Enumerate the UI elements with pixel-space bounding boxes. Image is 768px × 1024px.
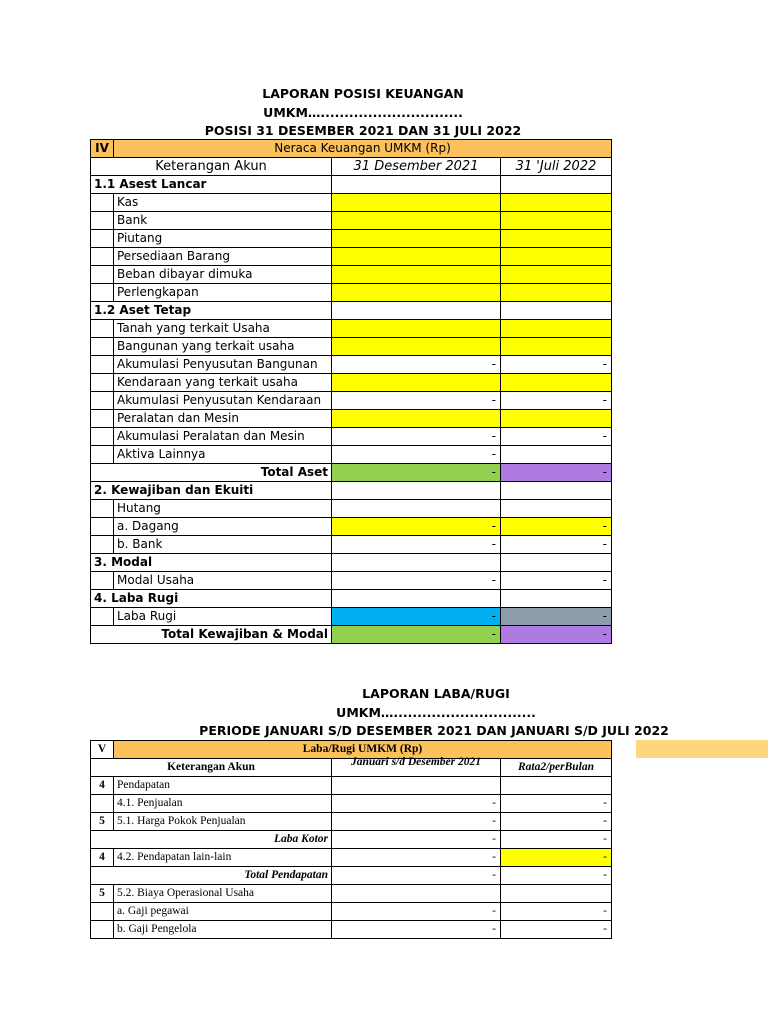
indent-cell [91, 230, 114, 248]
value-dec-2021 [332, 410, 501, 428]
value-jul-2022 [501, 554, 612, 572]
value-dec-2021: - [332, 428, 501, 446]
indent-cell [91, 266, 114, 284]
value-dec-2021: - [332, 464, 501, 482]
table-row [91, 230, 612, 248]
indent-cell [91, 320, 114, 338]
table-row [91, 536, 612, 554]
account-label: 5.1. Harga Pokok Penjualan [114, 813, 332, 831]
table-row [91, 921, 612, 939]
indent-cell [91, 392, 114, 410]
table-row [91, 849, 612, 867]
column-header-dec-2021: 31 Desember 2021 [332, 158, 501, 176]
total-label: Total Aset [91, 464, 332, 482]
indent-cell [91, 338, 114, 356]
value-jan-dec-2021 [332, 777, 501, 795]
table-row [91, 885, 612, 903]
value-dec-2021 [332, 230, 501, 248]
table-row [91, 903, 612, 921]
value-dec-2021 [332, 590, 501, 608]
value-dec-2021 [332, 482, 501, 500]
value-jul-2022 [501, 248, 612, 266]
account-label: Pendapatan [114, 777, 332, 795]
table-row [91, 212, 612, 230]
value-monthly-average: - [501, 921, 612, 939]
table-row [91, 266, 612, 284]
value-dec-2021 [332, 554, 501, 572]
table-row [91, 554, 612, 572]
indent-cell [91, 194, 114, 212]
group-label: 2. Kewajiban dan Ekuiti [91, 482, 332, 500]
value-jul-2022: - [501, 536, 612, 554]
value-jul-2022 [501, 212, 612, 230]
value-jan-dec-2021: - [332, 813, 501, 831]
table-row [91, 795, 612, 813]
value-monthly-average [501, 777, 612, 795]
value-jul-2022 [501, 410, 612, 428]
account-label: Bangunan yang terkait usaha [114, 338, 332, 356]
value-monthly-average: - [501, 795, 612, 813]
value-dec-2021: - [332, 626, 501, 644]
value-dec-2021: - [332, 608, 501, 626]
indent-cell [91, 536, 114, 554]
table-row [91, 428, 612, 446]
value-jul-2022 [501, 482, 612, 500]
value-jul-2022: - [501, 626, 612, 644]
table-row [91, 374, 612, 392]
value-dec-2021 [332, 266, 501, 284]
value-dec-2021 [332, 176, 501, 194]
value-jan-dec-2021: - [332, 903, 501, 921]
table-row [91, 572, 612, 590]
value-dec-2021 [332, 194, 501, 212]
value-jan-dec-2021: - [332, 831, 501, 849]
indent-cell [91, 572, 114, 590]
value-jul-2022 [501, 320, 612, 338]
total-label: Total Pendapatan [91, 867, 332, 885]
table-row [91, 302, 612, 320]
account-label: b. Bank [114, 536, 332, 554]
column-header-row [91, 759, 612, 777]
value-dec-2021 [332, 212, 501, 230]
value-jul-2022 [501, 176, 612, 194]
table-row [91, 500, 612, 518]
value-jul-2022 [501, 338, 612, 356]
section-header-row [91, 140, 612, 158]
value-dec-2021 [332, 374, 501, 392]
account-label: 4.2. Pendapatan lain-lain [114, 849, 332, 867]
account-label: Kas [114, 194, 332, 212]
indent-cell [91, 428, 114, 446]
value-jul-2022 [501, 266, 612, 284]
account-label: Akumulasi Penyusutan Kendaraan [114, 392, 332, 410]
indent-cell [91, 608, 114, 626]
table-row [91, 464, 612, 482]
row-number: 4 [91, 849, 114, 867]
account-label: a. Dagang [114, 518, 332, 536]
account-label: Persediaan Barang [114, 248, 332, 266]
value-dec-2021 [332, 284, 501, 302]
value-monthly-average: - [501, 903, 612, 921]
table-row [91, 320, 612, 338]
table-row [91, 248, 612, 266]
group-label: 1.2 Aset Tetap [91, 302, 332, 320]
indent-cell [91, 212, 114, 230]
table-row [91, 284, 612, 302]
table-row [91, 356, 612, 374]
value-dec-2021: - [332, 392, 501, 410]
value-monthly-average [501, 885, 612, 903]
value-jul-2022 [501, 284, 612, 302]
indent-cell [91, 284, 114, 302]
table-row [91, 518, 612, 536]
section-title: Neraca Keuangan UMKM (Rp) [114, 140, 612, 158]
row-number [91, 795, 114, 813]
indent-cell [91, 500, 114, 518]
value-jan-dec-2021: - [332, 849, 501, 867]
account-label: Peralatan dan Mesin [114, 410, 332, 428]
value-jan-dec-2021: - [332, 795, 501, 813]
value-jul-2022 [501, 590, 612, 608]
account-label: Hutang [114, 500, 332, 518]
value-jul-2022 [501, 230, 612, 248]
value-dec-2021: - [332, 446, 501, 464]
table-row [91, 446, 612, 464]
account-label: Beban dibayar dimuka [114, 266, 332, 284]
account-label: Kendaraan yang terkait usaha [114, 374, 332, 392]
row-number: 5 [91, 813, 114, 831]
account-label: 4.1. Penjualan [114, 795, 332, 813]
value-jul-2022 [501, 374, 612, 392]
table-row [91, 392, 612, 410]
account-label: Perlengkapan [114, 284, 332, 302]
value-jul-2022: - [501, 392, 612, 410]
total-label: Laba Kotor [91, 831, 332, 849]
table-row [91, 831, 612, 849]
indent-cell [91, 518, 114, 536]
table-row [91, 194, 612, 212]
value-jul-2022 [501, 194, 612, 212]
column-header-jan-dec-2021: Januari s/d Desember 2021 [332, 759, 501, 777]
table-row [91, 410, 612, 428]
value-monthly-average: - [501, 867, 612, 885]
value-dec-2021 [332, 248, 501, 266]
row-number: 4 [91, 777, 114, 795]
row-number: 5 [91, 885, 114, 903]
value-jul-2022: - [501, 464, 612, 482]
value-jul-2022: - [501, 608, 612, 626]
account-label: a. Gaji pegawai [114, 903, 332, 921]
group-label: 3. Modal [91, 554, 332, 572]
value-jan-dec-2021 [332, 885, 501, 903]
column-header-jul-2022: 31 'Juli 2022 [501, 158, 612, 176]
value-monthly-average: - [501, 831, 612, 849]
indent-cell [91, 410, 114, 428]
value-dec-2021 [332, 500, 501, 518]
account-label: 5.2. Biaya Operasional Usaha [114, 885, 332, 903]
indent-cell [91, 248, 114, 266]
value-dec-2021 [332, 320, 501, 338]
group-label: 4. Laba Rugi [91, 590, 332, 608]
account-label: Piutang [114, 230, 332, 248]
indent-cell [91, 356, 114, 374]
account-label: b. Gaji Pengelola [114, 921, 332, 939]
section-number: IV [91, 140, 114, 158]
group-label: 1.1 Asest Lancar [91, 176, 332, 194]
table-row [91, 482, 612, 500]
value-dec-2021 [332, 302, 501, 320]
indent-cell [91, 446, 114, 464]
indent-cell [91, 374, 114, 392]
header-fill-extension [636, 740, 768, 758]
account-label: Modal Usaha [114, 572, 332, 590]
account-label: Laba Rugi [114, 608, 332, 626]
table-row [91, 176, 612, 194]
value-dec-2021: - [332, 536, 501, 554]
column-header-account: Keterangan Akun [91, 158, 332, 176]
column-header-row [91, 158, 612, 176]
value-monthly-average: - [501, 813, 612, 831]
value-jul-2022: - [501, 572, 612, 590]
table-row [91, 608, 612, 626]
value-jul-2022 [501, 500, 612, 518]
table-row [91, 338, 612, 356]
table-row [91, 590, 612, 608]
value-dec-2021: - [332, 356, 501, 374]
account-label: Akumulasi Peralatan dan Mesin [114, 428, 332, 446]
row-number [91, 903, 114, 921]
account-label: Akumulasi Penyusutan Bangunan [114, 356, 332, 374]
value-dec-2021: - [332, 572, 501, 590]
table-row [91, 867, 612, 885]
value-jan-dec-2021: - [332, 867, 501, 885]
total-label: Total Kewajiban & Modal [91, 626, 332, 644]
value-dec-2021: - [332, 518, 501, 536]
value-dec-2021 [332, 338, 501, 356]
section-number: V [91, 741, 114, 759]
column-header-account: Keterangan Akun [91, 759, 332, 777]
value-jul-2022 [501, 302, 612, 320]
table-row [91, 777, 612, 795]
table-row [91, 813, 612, 831]
balance-sheet-table [90, 139, 612, 644]
column-header-monthly-average: Rata2/perBulan [501, 759, 612, 777]
value-jul-2022: - [501, 356, 612, 374]
section-title: Laba/Rugi UMKM (Rp) [114, 741, 612, 759]
value-monthly-average: - [501, 849, 612, 867]
row-number [91, 921, 114, 939]
account-label: Bank [114, 212, 332, 230]
value-jul-2022: - [501, 428, 612, 446]
account-label: Aktiva Lainnya [114, 446, 332, 464]
table-row [91, 626, 612, 644]
income-statement-table [90, 740, 612, 939]
value-jul-2022 [501, 446, 612, 464]
value-jul-2022: - [501, 518, 612, 536]
value-jan-dec-2021: - [332, 921, 501, 939]
account-label: Tanah yang terkait Usaha [114, 320, 332, 338]
